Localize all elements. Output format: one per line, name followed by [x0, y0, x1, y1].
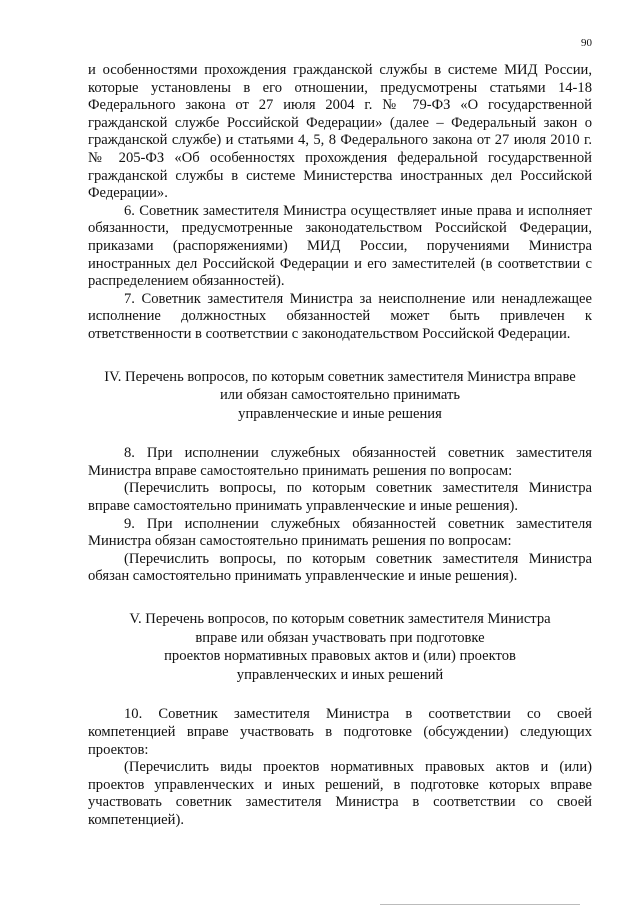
- paragraph-10: 10. Советник заместителя Министра в соответствии со своей компетенцией вправе участвовать в подготовке (обсуждении) следующих проектов:: [88, 706, 592, 758]
- section-iv-heading-line: или обязан самостоятельно принимать: [219, 387, 461, 404]
- paragraph-9: 9. При исполнении служебных обязанностей советник заместителя Министра обязан самостоятельно принимать решения по вопросам:: [88, 515, 592, 550]
- paragraph-7: 7. Советник заместителя Министра за неисполнение или ненадлежащее исполнение должностных обязанностей может быть привлечен к ответственности в соответствии с законодательством Российской Федерации.: [88, 290, 592, 342]
- section-v-heading-line: вправе или обязан участвовать при подготовке: [195, 629, 485, 646]
- section-v-heading-line: управленческих и иных решений: [236, 666, 444, 683]
- page-number: 90: [581, 37, 592, 49]
- section-v-heading-line: проектов нормативных правовых актов и (или) проектов: [164, 648, 516, 665]
- section-iv-heading-line: IV. Перечень вопросов, по которым советник заместителя Министра вправе: [104, 368, 576, 385]
- section-v-heading: [88, 610, 592, 684]
- paragraph-9-placeholder: (Перечислить вопросы, по которым советник заместителя Министра обязан самостоятельно принимать управленческие и иные решения).: [88, 550, 592, 585]
- paragraph-6: 6. Советник заместителя Министра осуществляет иные права и исполняет обязанности, предусмотренные законодательством Российской Федерации, приказами (распоряжениями) МИД России, поручениями Министра иностранных дел Российской Федерации и его заместителей (в соответствии с распределением обязанностей).: [88, 202, 592, 290]
- section-iv-heading-line: управленческие и иные решения: [238, 405, 442, 422]
- paragraph-10-placeholder: (Перечислить виды проектов нормативных правовых актов и (или) проектов управленческих и иных решений, в подготовке которых вправе участвовать советник заместителя Министра в соответствии со своей компетенцией).: [88, 759, 592, 828]
- paragraph-8-placeholder: (Перечислить вопросы, по которым советник заместителя Министра вправе самостоятельно принимать управленческие и иные решения).: [88, 480, 592, 515]
- paragraph-continuation: и особенностями прохождения гражданской службы в системе МИД России, которые установлены в его отношении, предусмотрены статьями 14-18 Федерального закона от 27 июля 2004 г. № 79-ФЗ «О государственной гражданской службе Российской Федерации» (далее – Федеральный закон о гражданской службе) и статьями 4, 5, 8 Федерального закона от 27 июля 2010 г. № 205-ФЗ «Об особенностях прохождения федеральной государственной гражданской службы в системе Министерства иностранных дел Российской Федерации».: [88, 62, 592, 202]
- section-iv-heading: [88, 368, 592, 424]
- document-body: [88, 62, 592, 830]
- section-v-heading-line: V. Перечень вопросов, по которым советник заместителя Министра: [129, 611, 551, 628]
- paragraph-8: 8. При исполнении служебных обязанностей советник заместителя Министра вправе самостоятельно принимать решения по вопросам:: [88, 445, 592, 479]
